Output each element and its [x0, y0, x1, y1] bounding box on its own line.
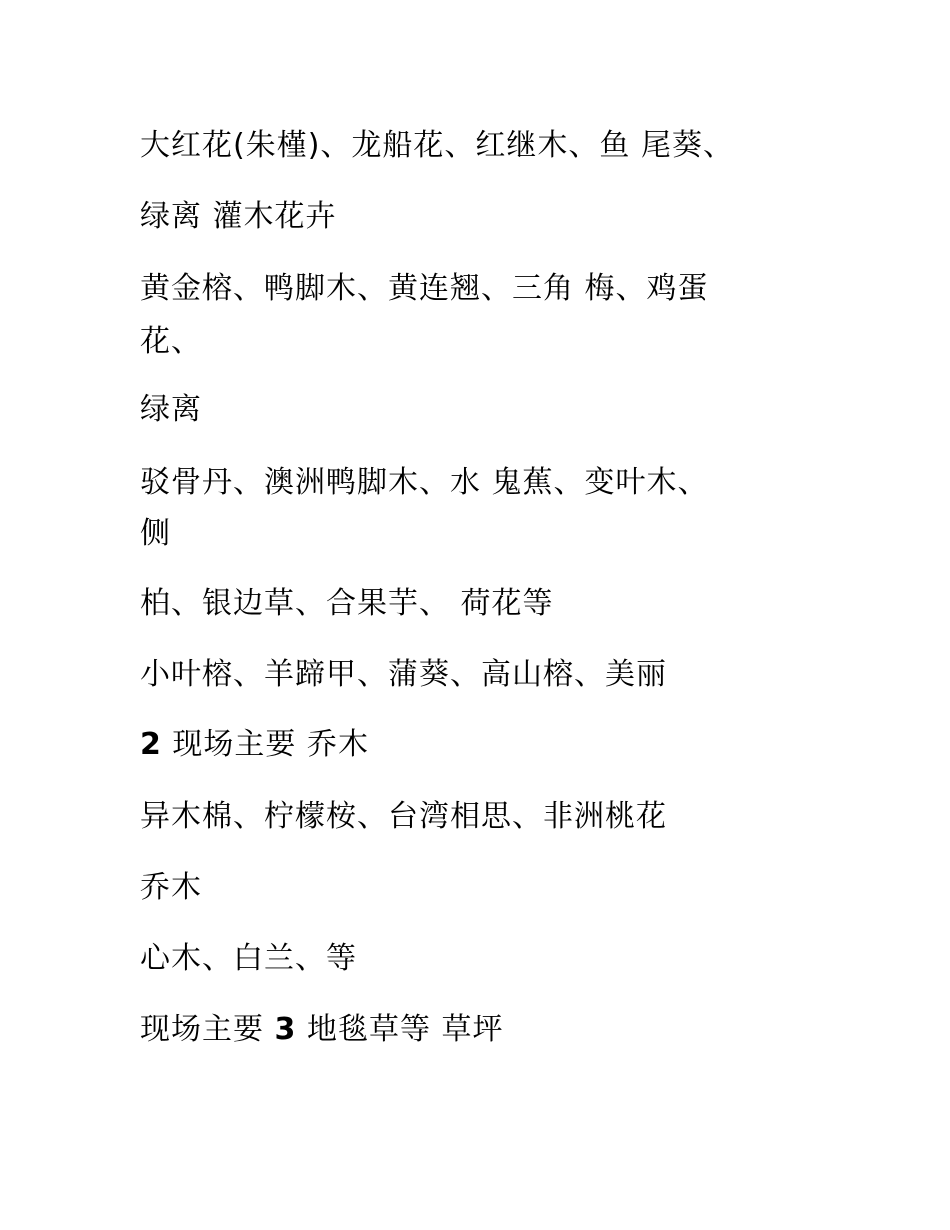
section-number: 3 [274, 1012, 297, 1047]
text-line-4: 花、 [140, 324, 202, 359]
text-line-6: 驳骨丹、澳洲鸭脚木、水 鬼蕉、变叶木、 [140, 465, 709, 500]
text-line-2: 绿离 灌木花卉 [140, 199, 337, 234]
text-line-10 [140, 721, 820, 769]
text-line-8: 柏、银边草、合果芋、 荷花等 [140, 586, 554, 621]
section-heading: 地毯草等 草坪 [306, 1012, 504, 1047]
section-prefix: 现场主要 [140, 1012, 264, 1047]
text-line-9: 小叶榕、羊蹄甲、蒲葵、高山榕、美丽 [140, 657, 667, 692]
text-line-14 [140, 1006, 820, 1054]
text-line-13: 心木、白兰、等 [140, 941, 357, 976]
text-line-11: 异木棉、柠檬桉、台湾相思、非洲桃花 [140, 799, 667, 834]
text-line-3: 黄金榕、鸭脚木、黄连翘、三角 梅、鸡蛋 [140, 271, 709, 306]
text-line-5: 绿离 [140, 392, 202, 427]
section-number: 2 [140, 727, 162, 762]
section-heading: 现场主要 乔木 [172, 727, 369, 762]
text-line-7: 侧 [140, 516, 171, 551]
text-line-12: 乔木 [140, 870, 202, 905]
text-line-1: 大红花(朱槿)、龙船花、红继木、鱼 尾葵、 [140, 128, 734, 163]
